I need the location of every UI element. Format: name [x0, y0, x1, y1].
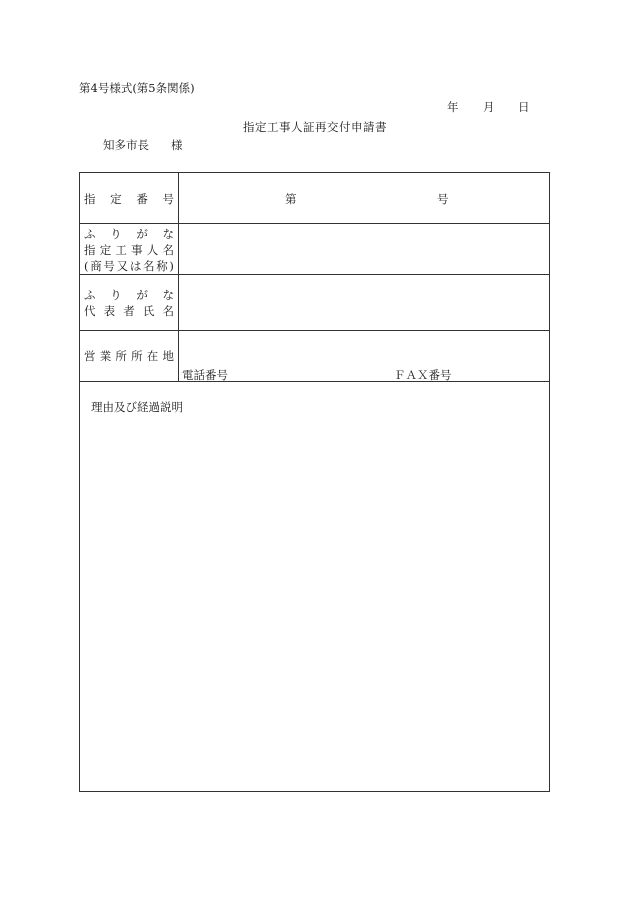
contractor-trade-name-label: ( 商 号 又 は 名 称 ) [84, 259, 174, 273]
form-number: 第4号様式(第5条関係) [79, 81, 195, 95]
contractor-name-field[interactable] [179, 224, 549, 273]
contractor-name-label [80, 226, 178, 274]
phone-number-label: 電話番号 [182, 368, 228, 382]
addressee-honorific: 様 [171, 138, 183, 152]
contractor-furigana-label: ふ り が な [84, 227, 174, 241]
designation-number-label-text: 指 定 番 号 [84, 192, 174, 206]
representative-name-field[interactable] [179, 275, 549, 329]
fax-number-label: ＦＡＸ番号 [394, 368, 452, 382]
designation-number-field[interactable] [179, 174, 549, 222]
addressee [103, 137, 183, 153]
date-year: 年 [447, 100, 459, 114]
date-day: 日 [518, 100, 530, 114]
office-address-label-text: 営 業 所 所 在 地 [84, 349, 174, 363]
representative-name-label-text: 代 表 者 氏 名 [84, 304, 174, 318]
representative-label [80, 287, 178, 319]
reason-field[interactable] [81, 418, 548, 790]
addressee-name: 知多市長 [103, 138, 149, 152]
date-month: 月 [483, 100, 495, 114]
office-address-label [80, 348, 178, 364]
document-title: 指定工事人証再交付申請書 [243, 120, 387, 134]
office-address-field[interactable] [179, 331, 549, 364]
designation-prefix: 第 [285, 192, 297, 206]
representative-furigana-label: ふ り が な [84, 288, 174, 302]
row-divider [80, 381, 549, 382]
designation-number-label [80, 191, 178, 207]
contractor-name-label-text: 指 定 工 事 人 名 [84, 243, 174, 257]
reason-label: 理由及び経過説明 [91, 400, 183, 414]
application-form-table [79, 172, 550, 792]
designation-suffix: 号 [437, 192, 449, 206]
